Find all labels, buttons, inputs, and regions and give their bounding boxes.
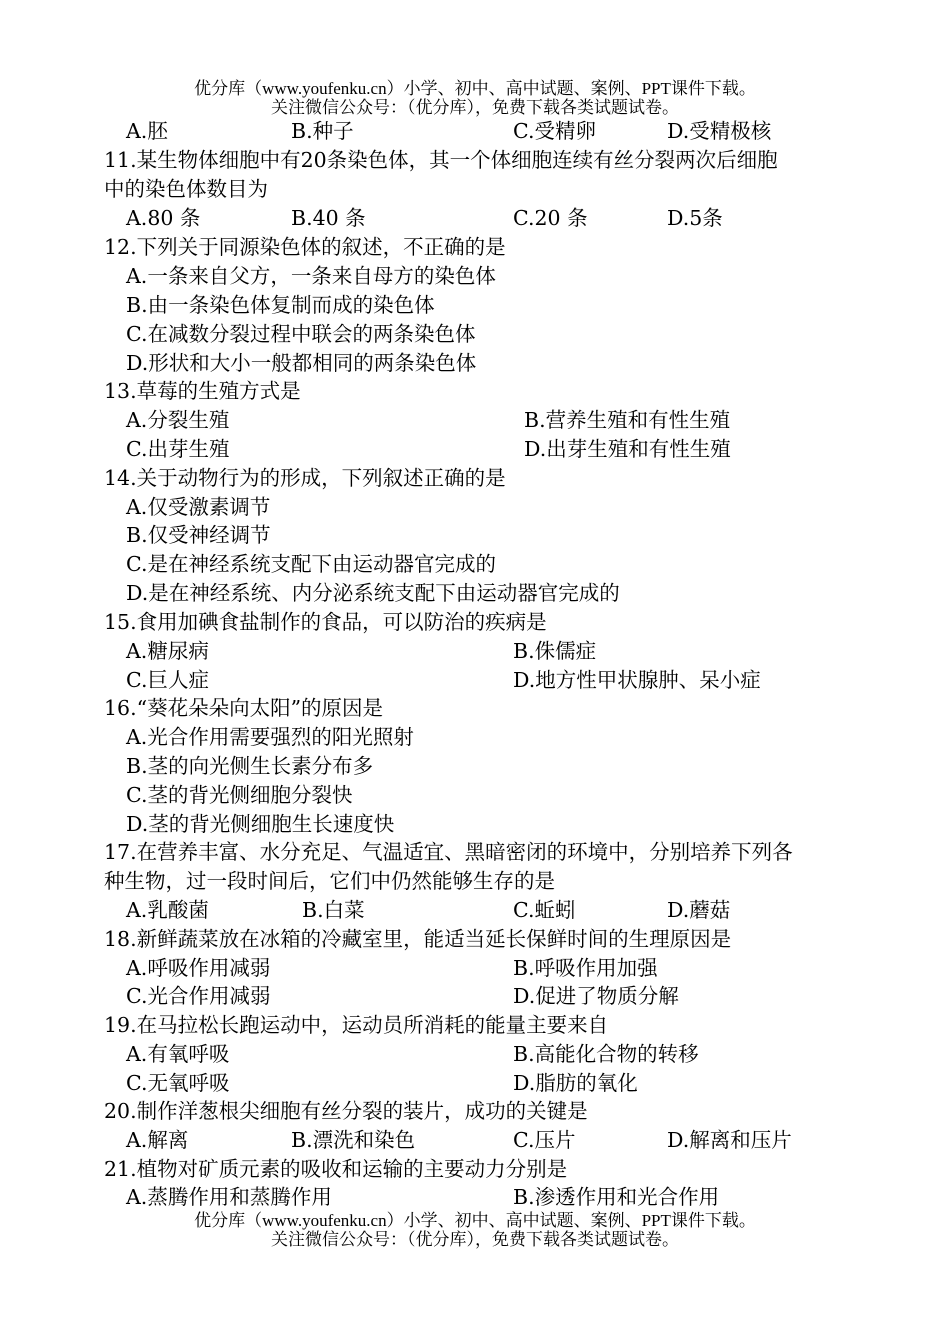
option-c: C.20 条 xyxy=(513,206,588,230)
footer-line-1: 优分库（www.youfenku.cn）小学、初中、高中试题、案例、PPT课件下载。 xyxy=(194,1211,756,1230)
option-c: C.出芽生殖 xyxy=(126,437,230,461)
option-d: D.受精极核 xyxy=(667,119,772,143)
option-d: D.蘑菇 xyxy=(667,898,731,922)
question-stem: 13.草莓的生殖方式是 xyxy=(104,379,301,403)
option-c: C.光合作用减弱 xyxy=(126,984,271,1008)
option-a: A.蒸腾作用和蒸腾作用 xyxy=(126,1185,332,1209)
option-c: C.是在神经系统支配下由运动器官完成的 xyxy=(126,552,496,576)
page-header-banner xyxy=(0,79,950,117)
option-d: D.解离和压片 xyxy=(667,1128,792,1152)
option-d: D.促进了物质分解 xyxy=(513,984,679,1008)
option-b: B.茎的向光侧生长素分布多 xyxy=(126,754,374,778)
question-stem: 15.食用加碘食盐制作的食品，可以防治的疾病是 xyxy=(104,610,547,634)
question-stem: 11.某生物体细胞中有20条染色体，其一个体细胞连续有丝分裂两次后细胞 xyxy=(104,148,778,172)
question-stem: 17.在营养丰富、水分充足、气温适宜、黑暗密闭的环境中，分别培养下列各 xyxy=(104,840,793,864)
option-b: B.侏儒症 xyxy=(513,639,597,663)
option-b: B.种子 xyxy=(291,119,354,143)
question-stem: 12.下列关于同源染色体的叙述，不正确的是 xyxy=(104,235,506,259)
option-a: A.光合作用需要强烈的阳光照射 xyxy=(126,725,414,749)
option-a: A.胚 xyxy=(126,119,168,143)
option-b: B.40 条 xyxy=(291,206,366,230)
option-b: B.呼吸作用加强 xyxy=(513,956,658,980)
option-d: D.5条 xyxy=(667,206,723,230)
option-a: A.呼吸作用减弱 xyxy=(126,956,271,980)
option-c: C.受精卵 xyxy=(513,119,596,143)
option-a: A.糖尿病 xyxy=(126,639,209,663)
option-d: D.脂肪的氧化 xyxy=(513,1071,638,1095)
question-stem: 19.在马拉松长跑运动中，运动员所消耗的能量主要来自 xyxy=(104,1013,609,1037)
option-a: A.有氧呼吸 xyxy=(126,1042,230,1066)
header-line-2: 关注微信公众号：（优分库），免费下载各类试题试卷。 xyxy=(271,98,679,117)
option-d: D.形状和大小一般都相同的两条染色体 xyxy=(126,351,477,375)
option-a: A.分裂生殖 xyxy=(126,408,230,432)
option-a: A.乳酸菌 xyxy=(126,898,209,922)
option-a: A.一条来自父方，一条来自母方的染色体 xyxy=(126,264,496,288)
option-c: C.压片 xyxy=(513,1128,576,1152)
option-c: C.在减数分裂过程中联会的两条染色体 xyxy=(126,322,476,346)
option-a: A.80 条 xyxy=(126,206,201,230)
option-c: C.蚯蚓 xyxy=(513,898,576,922)
option-c: C.巨人症 xyxy=(126,668,209,692)
option-d: D.是在神经系统、内分泌系统支配下由运动器官完成的 xyxy=(126,581,620,605)
option-d: D.茎的背光侧细胞生长速度快 xyxy=(126,812,395,836)
option-b: B.营养生殖和有性生殖 xyxy=(524,408,731,432)
option-c: C.无氧呼吸 xyxy=(126,1071,230,1095)
question-stem: 16.“葵花朵朵向太阳”的原因是 xyxy=(104,696,384,720)
question-stem: 21.植物对矿质元素的吸收和运输的主要动力分别是 xyxy=(104,1157,568,1181)
option-b: B.仅受神经调节 xyxy=(126,523,271,547)
option-a: A.仅受激素调节 xyxy=(126,495,271,519)
option-b: B.高能化合物的转移 xyxy=(513,1042,699,1066)
footer-line-2: 关注微信公众号：（优分库），免费下载各类试题试卷。 xyxy=(271,1230,679,1249)
option-a: A.解离 xyxy=(126,1128,189,1152)
option-b: B.漂洗和染色 xyxy=(291,1128,416,1152)
option-d: D.出芽生殖和有性生殖 xyxy=(524,437,731,461)
question-stem: 18.新鲜蔬菜放在冰箱的冷藏室里，能适当延长保鲜时间的生理原因是 xyxy=(104,927,732,951)
question-stem-continued: 中的染色体数目为 xyxy=(104,177,268,201)
option-b: B.渗透作用和光合作用 xyxy=(513,1185,720,1209)
option-b: B.白菜 xyxy=(302,898,365,922)
option-c: C.茎的背光侧细胞分裂快 xyxy=(126,783,353,807)
question-stem: 20.制作洋葱根尖细胞有丝分裂的装片，成功的关键是 xyxy=(104,1099,588,1123)
question-stem: 14.关于动物行为的形成，下列叙述正确的是 xyxy=(104,466,506,490)
header-line-1: 优分库（www.youfenku.cn）小学、初中、高中试题、案例、PPT课件下载。 xyxy=(194,79,756,98)
option-d: D.地方性甲状腺肿、呆小症 xyxy=(513,668,761,692)
page-footer-banner xyxy=(0,1211,950,1249)
question-stem-continued: 种生物，过一段时间后，它们中仍然能够生存的是 xyxy=(104,869,555,893)
option-b: B.由一条染色体复制而成的染色体 xyxy=(126,293,435,317)
